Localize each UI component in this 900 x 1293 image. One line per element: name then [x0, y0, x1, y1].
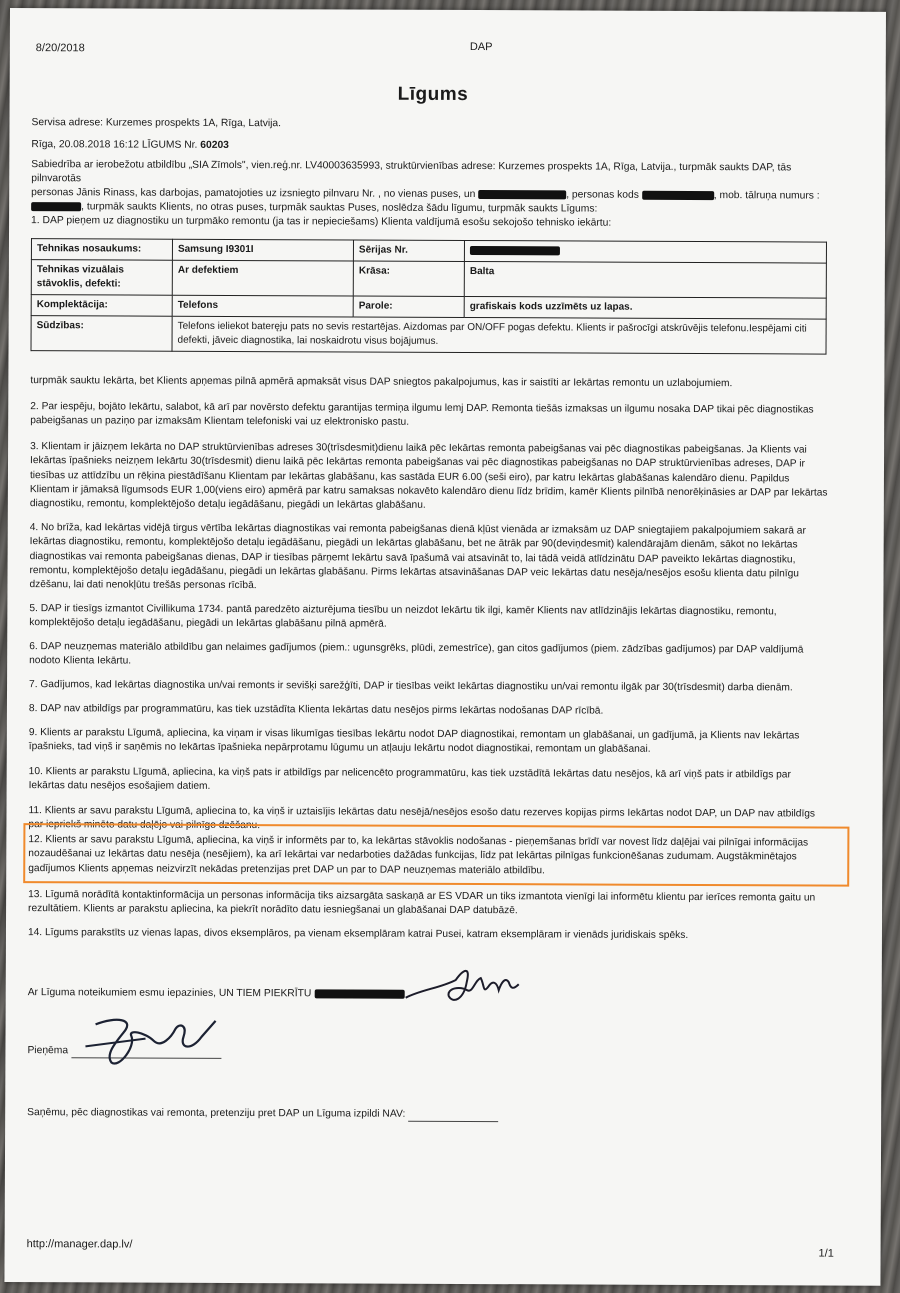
color-value: Balta — [464, 261, 826, 298]
intro-paragraph — [31, 158, 831, 217]
redacted-personal-code — [642, 191, 714, 200]
redacted-client-name — [478, 190, 566, 199]
clause-3: 3. Klientam ir jāizņem Iekārta no DAP struktūrvienības adreses 30(trīsdesmit)dienu laikā pēc Iekārtas remonta pabeigšanas vai pēc diagnostikas pabeigšanas. Ja Klients vai Iekārtas īpašnieks neizņem Iekārtu 30(trīsdesmit) dienu laikā pēc Iekārtas remonta pabeigšanas vai pēc diagnostikas pabeigšanas no DAP struktūrvienības adreses, DAP ir tiesības uz attīdzību un rēķina piestādīšanu Klientam par Iekārtas glabāšanu, kas sastāda EUR 6.00 (seši eiro), par katru Iekārtas glabāšanas kalendāro dienu. Papildus Klientam ir jāmaksā līgumsods EUR 1,00(viens eiro) apmērā par katru samaksas nokavēto kalendāro dienu līdz brīdim, kamēr Klients pilnībā nenorēķināsies ar DAP par Iekārtas diagnostiku, remontu, komplektējošo detaļu iegādāšanu, piegādi un Iekārtas glabāšanu. — [29, 441, 828, 512]
print-date: 8/20/2018 — [35, 42, 85, 55]
password-label: Parole: — [353, 296, 464, 317]
intro-phone-label: , mob. tālruņa numurs : — [713, 190, 820, 202]
accepted-signature — [75, 1006, 225, 1077]
page-number: 1/1 — [818, 1247, 834, 1260]
color-label: Krāsa: — [353, 261, 464, 296]
clause-11: 11. Klients ar savu parakstu Līgumā, apliecina to, ka viņš ir uztaisījis Iekārtas datu nesējā/nesējos esošo datu rezerves kopijas pirms Iekārtas nodot DAP, un DAP nav atbildīgs par iepriekš minēto datu daļējo vai pilnīgo dzēšanu. — [28, 805, 816, 832]
contract-number: 60203 — [200, 139, 229, 151]
agreement-line — [28, 986, 405, 1002]
agreement-text: Ar Līguma noteikumiem esmu iepazinies, UN TIEM PIEKRĪTU — [27, 987, 312, 1000]
table-row — [31, 316, 826, 354]
clause-1: 1. DAP pieņem uz diagnostiku un turpmāko remontu (ja tas ir nepieciešams) Klienta valdījumā esošu sekojošo tehnisko iekārtu: — [31, 215, 612, 229]
contract-date-line — [31, 138, 229, 153]
complaints-value: Telefons ieliekot bateręju pats no sevis restartējas. Aizdomas par ON/OFF pogas defektu. Klients ir pašrocīgi atskrūvējis telefonu.Iespējami citi defekti, jāveic diagnostika, lai noskaidrotu visus bojājumus. — [172, 316, 826, 354]
received-signature-line — [408, 1121, 498, 1122]
footer-url: http://manager.dap.lv/ — [26, 1238, 133, 1251]
visual-label: Tehnikas vizuālais stāvoklis, defekti: — [31, 260, 172, 296]
serial-value — [464, 240, 826, 263]
clause-8: 8. DAP nav atbildīgs par programmatūru, kas tiek uzstādīta Klienta Iekārtas datu nesējos pirms Iekārtas nodošanas DAP rīcībā. — [28, 703, 604, 717]
document-page — [4, 8, 886, 1286]
accepted-label: Pieņēma — [27, 1045, 69, 1057]
device-name-label: Tehnikas nosaukums: — [31, 239, 172, 261]
intro-line-1: Sabiedrība ar ierobežotu atbildību „SIA Zīmols", vien.reģ.nr. LV40003635993, struktūrvienības adrese: Kurzemes prospekts 1A, Rīga, Latvija., turpmāk saukts DAP, tās pilnvarotās — [31, 159, 792, 185]
clause-13: 13. Līgumā norādītā kontaktinformācija un personas informācija tiks aizsargāta saskaņā ar ES VDAR un tiks izmantota vienīgi lai informētu klientu par ierīces remonta gaitu un rezultātiem. Klients ar parakstu apliecina, ka piekrīt norādīto datu iesniegšanai un glabāšanai DAP datubāzē. — [28, 889, 816, 917]
print-header-company: DAP — [469, 41, 493, 54]
table-row — [31, 260, 826, 298]
received-line — [27, 1106, 498, 1122]
intro-personal-code-label: , personas kods — [566, 189, 639, 201]
document-title: Līgums — [397, 83, 469, 105]
password-value: grafiskais kods uzzīmēts uz lapas. — [464, 296, 826, 319]
clause-6: 6. DAP neuzņemas materiālo atbildību gan nelaimes gadījumos (piem.: ugunsgrēks, plūdi, zemestrīce), gan citos gadījumos (piem. zādzības gadījumos) par DAP valdījumā nodoto Klienta Iekārtu. — [29, 641, 804, 667]
complaints-label: Sūdzības: — [31, 316, 172, 352]
device-table — [31, 238, 827, 354]
clause-12: 12. Klients ar savu parakstu Līgumā, apliecina, ka viņš ir informēts par to, ka Iekārtas stāvoklis nodošanas - pieņemšanas brīdī var novest līdz daļējai vai pilnīgai informācijas nozaudēšanai uz Iekārtas datu nesēja (nesējiem), ka arī Iekārtai var nedarboties dažādas funkcijas, līdz pat Iekārtas pilnīgas funkcionēšanas zudumam. Augstākminētajos gadījumos Klients apņemas neizvirzīt nekādas pretenzijas pret DAP un par to DAP neuzņemas materiālo atbildību. — [28, 834, 809, 876]
kit-label: Komplektācija: — [31, 295, 172, 317]
clause-7: 7. Gadījumos, kad Iekārtas diagnostika un/vai remonts ir sevišķi sarežģīti, DAP ir tiesības veikt Iekārtas diagnostiku un/vai remontu ilgāk par 30(trīsdesmit) darba dienām. — [29, 679, 793, 694]
kit-value: Telefons — [172, 295, 353, 317]
clause-2: 2. Par iespēju, bojāto Iekārtu, salabot, kā arī par novērsto defektu garantijas termiņa ilgumu lemj DAP. Remonta tiešās izmaksas un ilgumu nosaka DAP tikai pēc diagnostikas pabeigšanas un paziņo par izmaksām Klientam telefoniski vai uz elektronisko pastu. — [30, 401, 814, 429]
clause-14: 14. Līgums parakstīts uz vienas lapas, divos eksemplāros, pa vienam eksemplāram katrai Pusei, katram eksemplāram ir vienāds juridiskais spēks. — [27, 927, 689, 941]
serial-label: Sērijas Nr. — [353, 240, 464, 261]
place-date: Rīga, 20.08.2018 16:12 LĪGUMS Nr. — [31, 139, 198, 151]
device-name-value: Samsung I9301I — [172, 239, 353, 261]
visual-value: Ar defektiem — [172, 260, 353, 296]
clause-10: 10. Klients ar parakstu Līgumā, apliecina, ka viņš pats ir atbildīgs par nelicencēto programmatūru, kas tiek uzstādītā Iekārtas datu nesējos, kā arī viņš pats ir atbildīgs par Iekārtas datu nesējos esošajiem datiem. — [28, 766, 791, 793]
intro-parties: personas Jānis Rinass, kas darbojas, pamatojoties uz izsniegto pilnvaru Nr. , no vienas puses, un — [31, 187, 476, 201]
clause-9: 9. Klients ar parakstu Līgumā, apliecina, ka viņam ir visas likumīgas tiesības Iekārtu nodot DAP diagnostikai, remontam un glabāšanai, un gadījumā, ja Klients nav Iekārtas īpašnieks, tad viņš ir saņēmis no Iekārtas īpašnieka nepārprotamu lūgumu un atļauju Iekārtu nodot diagnostikai, remontam un glabāšanai. — [28, 727, 800, 756]
redacted-phone — [31, 202, 81, 211]
clause-4: 4. No brīža, kad Iekārtas vidējā tirgus vērtība Iekārtas diagnostikas vai remonta pabeigšanas dienā kļūst vienāda ar izmaksām uz DAP sniegtajiem pakalpojumiem sakarā ar Iekārtas diagnostiku, remontu, komplektējošo detaļu iegādāšanu, piegādi un Iekārtas glabāšanu, bet ne ātrāk par 90(deviņdesmit) kalendārajām dienām, sākot no Iekārtas diagnostikas vai remonta pabeigšanas dienas, DAP ir tiesības pārņemt Iekārtu savā īpašumā vai atsavināt to, lai tādā veidā atlīdzinātu DAP paveikto Iekārtas diagnostiku, remontu, komplektējošo detaļu iegādāšanu, piegādi un Iekārtas glabāšanu. Pirms Iekārtas atsavināšanas DAP veic Iekārtas datu nesēja/nesējos esošu klienta datu pilnīgu dzēšanu, lai dati nenokļūtu trešās personas rīcībā. — [29, 522, 806, 592]
intro-closing: , turpmāk saukts Klients, no otras puses, turpmāk sauktas Puses, noslēdza šādu līgumu, turpmāk saukts Līgums: — [81, 201, 598, 215]
client-signature — [401, 960, 531, 1011]
service-address: Servisa adrese: Kurzemes prospekts 1A, Rīga, Latvija. — [31, 117, 282, 130]
redacted-serial — [470, 246, 560, 255]
after-table-text: turpmāk sauktu Iekārta, bet Klients apņemas pilnā apmērā apmaksāt visus DAP sniegtos pakalpojumus, kas ir saistīti ar Iekārtas remontu un uzlabojumiem. — [30, 375, 733, 390]
redacted-client-signature-name — [314, 989, 404, 998]
clause-5: 5. DAP ir tiesīgs izmantot Civillikuma 1734. pantā paredzēto aizturējuma tiesību un neizdot Iekārtu tik ilgi, kamēr Klients nav atlīdzinājis Iekārtas diagnostiku, remontu, komplektējošo detaļu iegādāšanu, piegādi un Iekārtas glabāšanu pilnā apmērā. — [29, 603, 777, 630]
received-text: Saņēmu, pēc diagnostikas vai remonta, pretenziju pret DAP un Līguma izpildi NAV: — [27, 1107, 406, 1120]
